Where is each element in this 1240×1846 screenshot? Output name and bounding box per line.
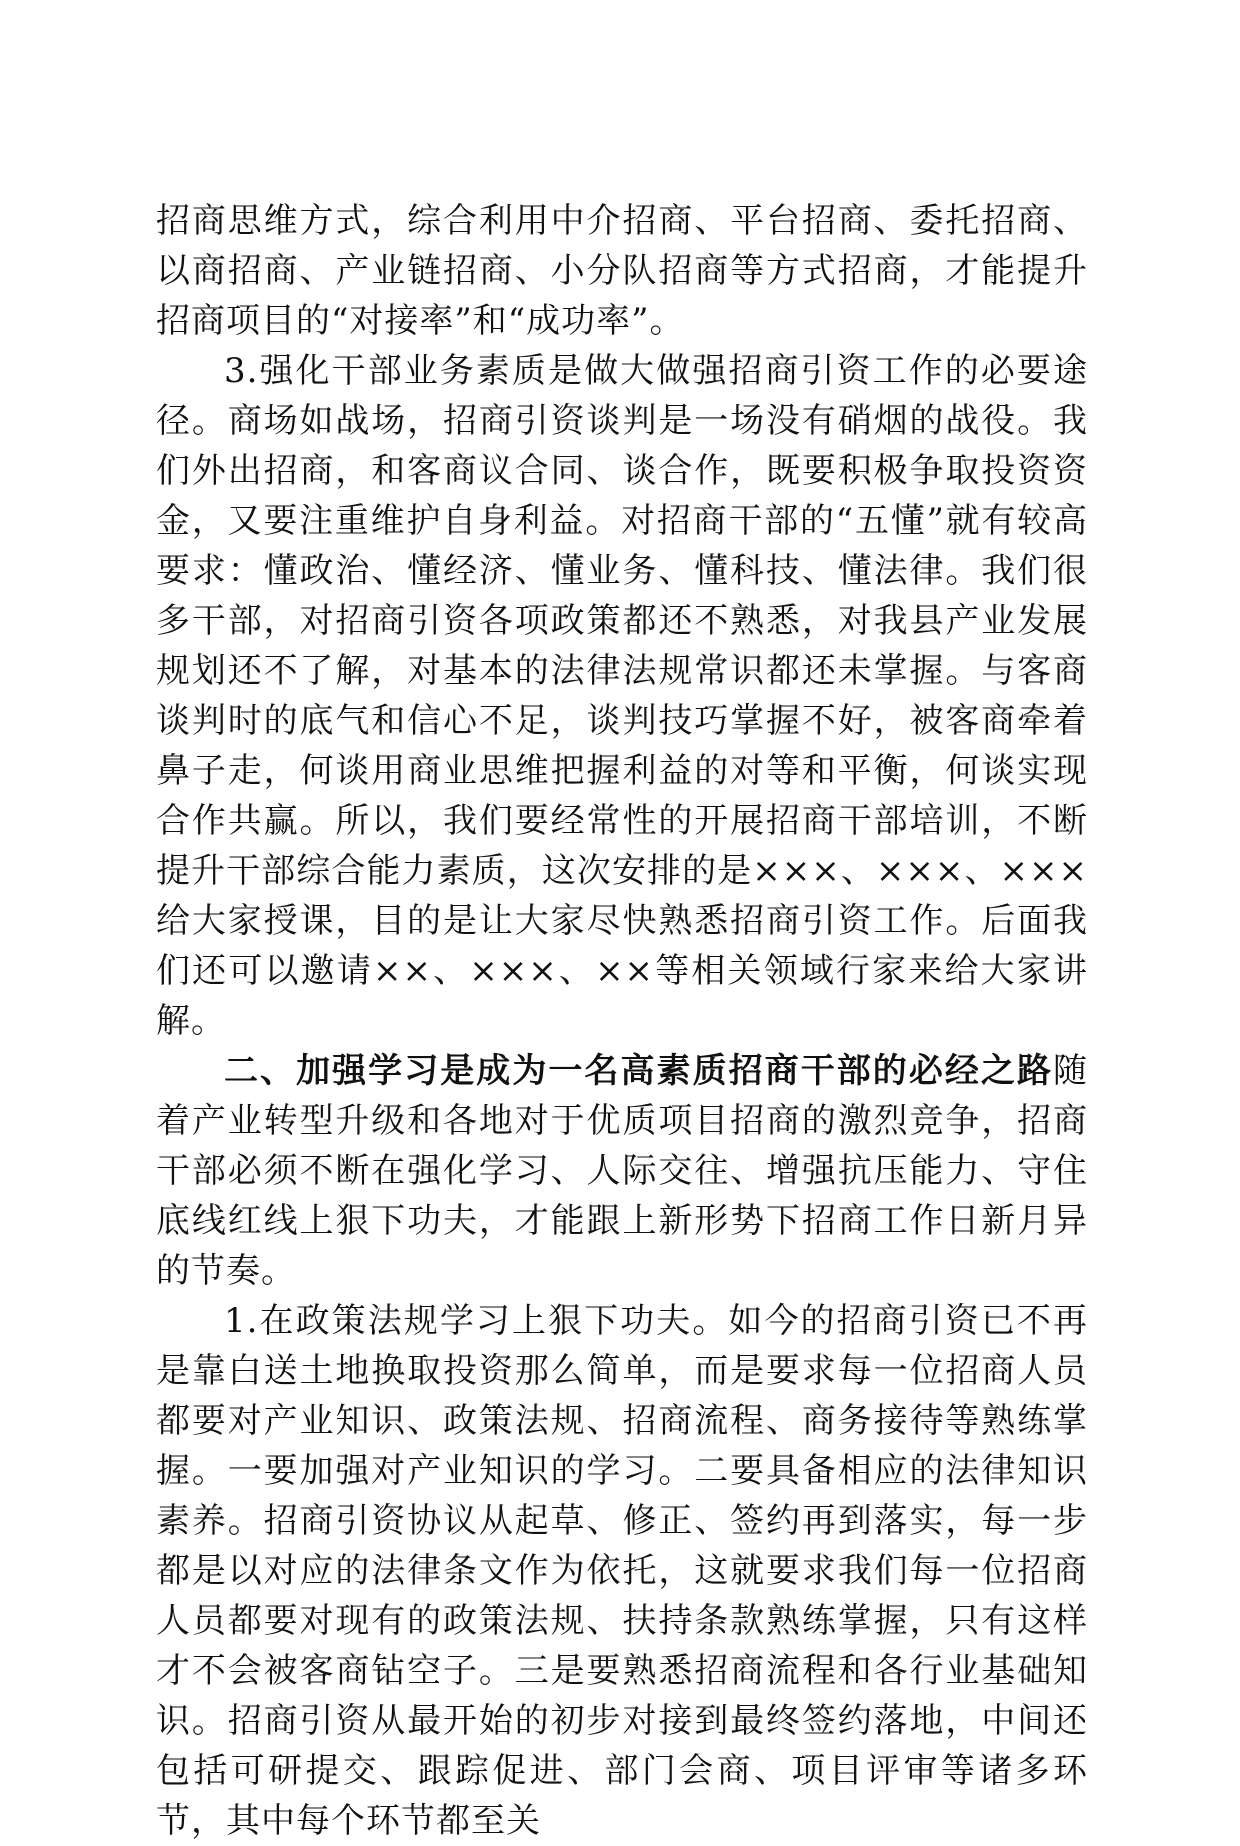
document-body xyxy=(156,196,1088,1846)
paragraph-section-1: 1.在政策法规学习上狠下功夫。如今的招商引资已不再是靠白送土地换取投资那么简单，而是要求每一位招商人员都要对产业知识、政策法规、招商流程、商务接待等熟练掌握。一要加强对产业知识的学习。二要具备相应的法律知识素养。招商引资协议从起草、修正、签约再到落实，每一步都是以对应的法律条文作为依托，这就要求我们每一位招商人员都要对现有的政策法规、扶持条款熟练掌握，只有这样才不会被客商钻空子。三是要熟悉招商流程和各行业基础知识。招商引资从最开始的初步对接到最终签约落地，中间还包括可研提交、跟踪促进、部门会商、项目评审等诸多环节，其中每个环节都至关 xyxy=(156,1301,1088,1841)
paragraph-section-3: 3.强化干部业务素质是做大做强招商引资工作的必要途径。商场如战场，招商引资谈判是一场没有硝烟的战役。我们外出招商，和客商议合同、谈合作，既要积极争取投资资金，又要注重维护自身利益。对招商干部的“五懂”就有较高要求：懂政治、懂经济、懂业务、懂科技、懂法律。我们很多干部，对招商引资各项政策都还不熟悉，对我县产业发展规划还不了解，对基本的法律法规常识都还未掌握。与客商谈判时的底气和信心不足，谈判技巧掌握不好，被客商牵着鼻子走，何谈用商业思维把握利益的对等和平衡，何谈实现合作共赢。所以，我们要经常性的开展招商干部培训，不断提升干部综合能力素质，这次安排的是×××、×××、×××给大家授课，目的是让大家尽快熟悉招商引资工作。后面我们还可以邀请××、×××、××等相关领域行家来给大家讲解。 xyxy=(156,351,1088,1041)
paragraph-continuation: 招商思维方式，综合利用中介招商、平台招商、委托招商、以商招商、产业链招商、小分队招商等方式招商，才能提升招商项目的“对接率”和“成功率”。 xyxy=(156,201,1088,341)
section-heading-body: 随着产业转型升级和各地对于优质项目招商的激烈竞争，招商干部必须不断在强化学习、人际交往、增强抗压能力、守住底线红线上狠下功夫，才能跟上新形势下招商工作日新月异的节奏。 xyxy=(156,1051,1088,1291)
paragraph-heading-two xyxy=(156,1046,1088,1296)
section-heading: 二、加强学习是成为一名高素质招商干部的必经之路 xyxy=(224,1051,1053,1091)
